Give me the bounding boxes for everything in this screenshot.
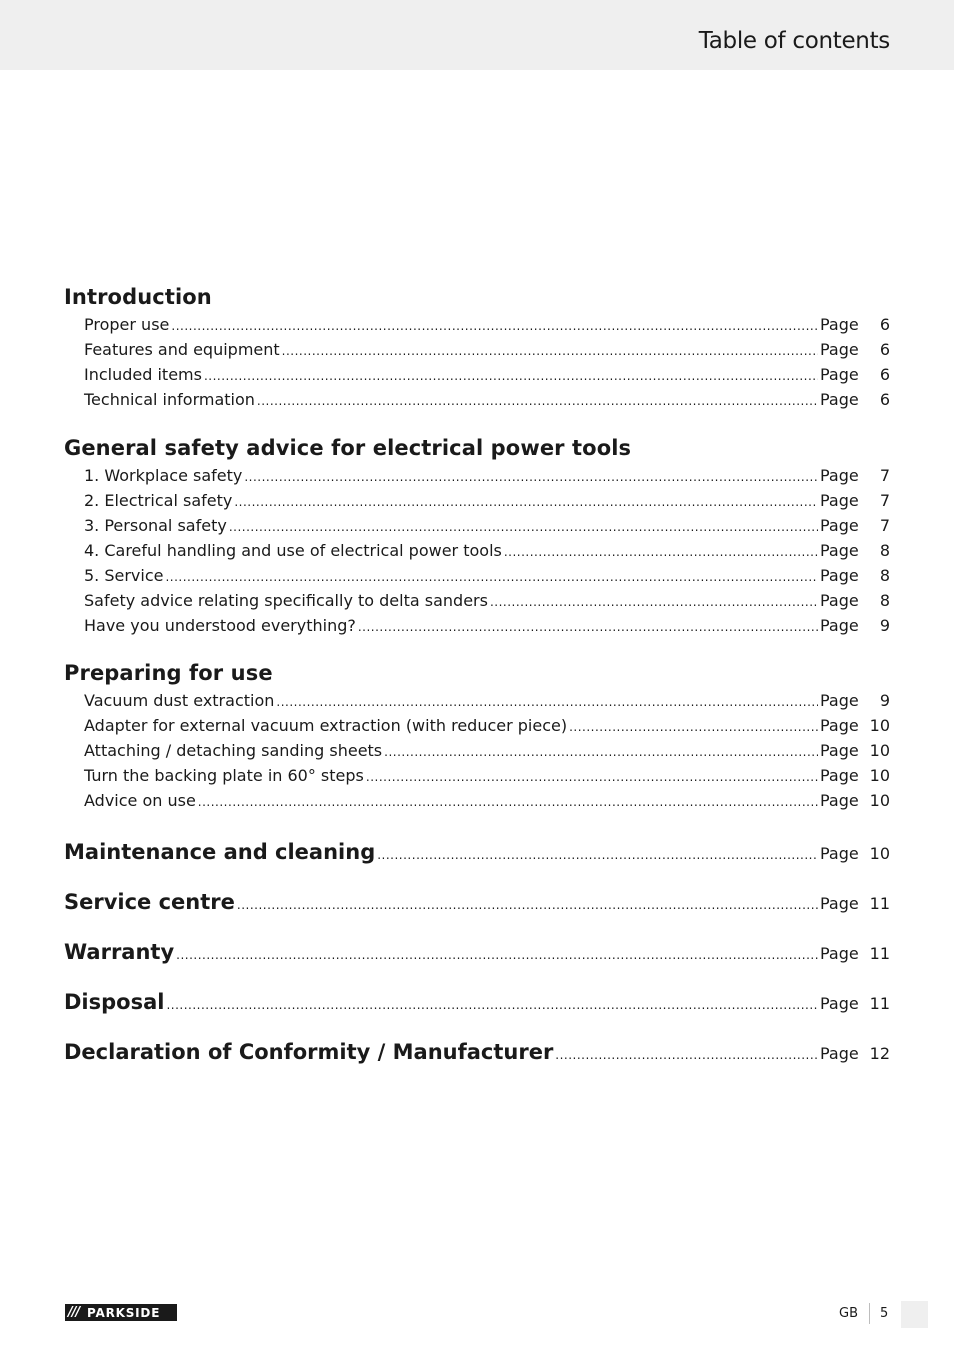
page-number: 11 <box>869 894 890 913</box>
page-number: 10 <box>869 844 890 863</box>
toc-entry[interactable] <box>64 713 890 738</box>
page-word: Page <box>820 894 859 913</box>
toc-section-preparing-for-use <box>64 658 890 813</box>
toc-entry[interactable] <box>64 613 890 638</box>
page-number: 11 <box>869 994 890 1013</box>
page-word: Page <box>820 315 859 334</box>
toc-entry[interactable] <box>64 588 890 613</box>
toc-entry[interactable] <box>64 738 890 763</box>
section-spacer <box>64 638 890 658</box>
page-number: 6 <box>879 340 890 359</box>
dot-leader <box>490 590 818 615</box>
page-word: Page <box>820 390 859 409</box>
page-number: 7 <box>879 466 890 485</box>
page-word: Page <box>820 541 859 560</box>
dot-leader <box>244 465 818 490</box>
toc-section-heading: Introduction <box>64 285 212 309</box>
toc-entry[interactable] <box>64 513 890 538</box>
page-number: 10 <box>869 741 890 760</box>
toc-entry-label: Attaching / detaching sanding sheets <box>84 741 383 760</box>
dot-leader <box>555 1037 818 1073</box>
toc-entry-label: Included items <box>84 365 202 384</box>
toc-entry-label: 2. Electrical safety <box>84 491 233 510</box>
footer-divider <box>869 1303 870 1324</box>
page-word: Page <box>820 516 859 535</box>
toc-entry[interactable] <box>64 362 890 387</box>
page-word: Page <box>820 766 859 785</box>
toc-entry-label: Vacuum dust extraction <box>84 691 275 710</box>
page-title: Table of contents <box>698 28 890 54</box>
toc-entry-label: Technical information <box>84 390 255 409</box>
dot-leader <box>282 339 818 364</box>
toc-entry-label: Features and equipment <box>84 340 280 359</box>
page-number: 7 <box>879 516 890 535</box>
page-number: 6 <box>879 365 890 384</box>
page-word: Page <box>820 994 859 1013</box>
dot-leader <box>198 790 818 815</box>
page-number: 12 <box>869 1044 890 1063</box>
page-number: 6 <box>879 315 890 334</box>
section-spacer <box>64 412 890 433</box>
toc-entry[interactable] <box>64 337 890 362</box>
page-number: 6 <box>879 390 890 409</box>
toc-section-safety-advice <box>64 433 890 638</box>
toc-entry-label: 4. Careful handling and use of electrical power tools <box>84 541 502 560</box>
page-number: 8 <box>879 566 890 585</box>
toc-entry[interactable] <box>64 387 890 412</box>
page-word: Page <box>820 1044 859 1063</box>
table-of-contents <box>64 282 890 1084</box>
dot-leader <box>504 540 818 565</box>
toc-entry[interactable] <box>64 763 890 788</box>
page-number: 9 <box>879 691 890 710</box>
dot-leader <box>366 765 818 790</box>
toc-entry-label: 3. Personal safety <box>84 516 227 535</box>
dot-leader <box>377 837 818 873</box>
section-spacer <box>64 813 890 834</box>
page-number: 8 <box>879 591 890 610</box>
logo-text: PARKSIDE <box>87 1305 161 1320</box>
toc-entry-label: Have you understood everything? <box>84 616 356 635</box>
toc-section-introduction <box>64 282 890 412</box>
page-number: 10 <box>869 766 890 785</box>
logo-slashes: /// <box>68 1305 80 1320</box>
page-word: Page <box>820 944 859 963</box>
page-number: 8 <box>879 541 890 560</box>
page-word: Page <box>820 340 859 359</box>
toc-entry[interactable] <box>64 788 890 813</box>
toc-solo-warranty[interactable] <box>64 934 890 984</box>
toc-entry-label: 5. Service <box>84 566 164 585</box>
footer-tab-marker <box>901 1301 928 1328</box>
language-code: GB <box>839 1306 858 1321</box>
page-word: Page <box>820 616 859 635</box>
page-number: 10 <box>869 791 890 810</box>
page-word: Page <box>820 691 859 710</box>
toc-entry-label: Proper use <box>84 315 170 334</box>
toc-solo-service-centre[interactable] <box>64 884 890 934</box>
page-number: 11 <box>869 944 890 963</box>
page-word: Page <box>820 716 859 735</box>
dot-leader <box>257 389 818 414</box>
toc-entry-label: 1. Workplace safety <box>84 466 243 485</box>
toc-entry[interactable] <box>64 463 890 488</box>
toc-entry[interactable] <box>64 488 890 513</box>
dot-leader <box>229 515 818 540</box>
dot-leader <box>569 715 818 740</box>
toc-entry[interactable] <box>64 563 890 588</box>
toc-entry-label: Advice on use <box>84 791 196 810</box>
page-word: Page <box>820 791 859 810</box>
dot-leader <box>237 887 818 923</box>
dot-leader <box>358 615 818 640</box>
toc-entry-label: Turn the backing plate in 60° steps <box>84 766 364 785</box>
toc-entry[interactable] <box>64 688 890 713</box>
toc-solo-disposal[interactable] <box>64 984 890 1034</box>
toc-section-heading: General safety advice for electrical power tools <box>64 436 632 460</box>
dot-leader <box>204 364 818 389</box>
toc-section-heading: Maintenance and cleaning <box>64 840 376 864</box>
dot-leader <box>171 314 818 339</box>
toc-section-heading: Service centre <box>64 890 235 914</box>
page-word: Page <box>820 591 859 610</box>
toc-entry[interactable] <box>64 312 890 337</box>
page-number: 10 <box>869 716 890 735</box>
page-word: Page <box>820 566 859 585</box>
toc-section-heading: Disposal <box>64 990 165 1014</box>
parkside-logo <box>65 1304 177 1321</box>
toc-entry-label: Adapter for external vacuum extraction (with reducer piece) <box>84 716 568 735</box>
page-word: Page <box>820 491 859 510</box>
page-word: Page <box>820 466 859 485</box>
page-number: 7 <box>879 491 890 510</box>
toc-entry-label: Safety advice relating specifically to delta sanders <box>84 591 488 610</box>
toc-section-heading: Preparing for use <box>64 661 273 685</box>
dot-leader <box>165 565 818 590</box>
page-word: Page <box>820 844 859 863</box>
dot-leader <box>234 490 818 515</box>
toc-section-heading: Declaration of Conformity / Manufacturer <box>64 1040 554 1064</box>
page-word: Page <box>820 365 859 384</box>
toc-section-heading: Warranty <box>64 940 175 964</box>
page-number: 9 <box>879 616 890 635</box>
page-word: Page <box>820 741 859 760</box>
toc-entry[interactable] <box>64 538 890 563</box>
page-number-footer: 5 <box>880 1306 889 1321</box>
header-bar <box>0 0 954 70</box>
toc-solo-declaration[interactable] <box>64 1034 890 1084</box>
dot-leader <box>166 987 818 1023</box>
dot-leader <box>384 740 818 765</box>
dot-leader <box>176 937 818 973</box>
toc-solo-maintenance[interactable] <box>64 834 890 884</box>
dot-leader <box>276 690 818 715</box>
